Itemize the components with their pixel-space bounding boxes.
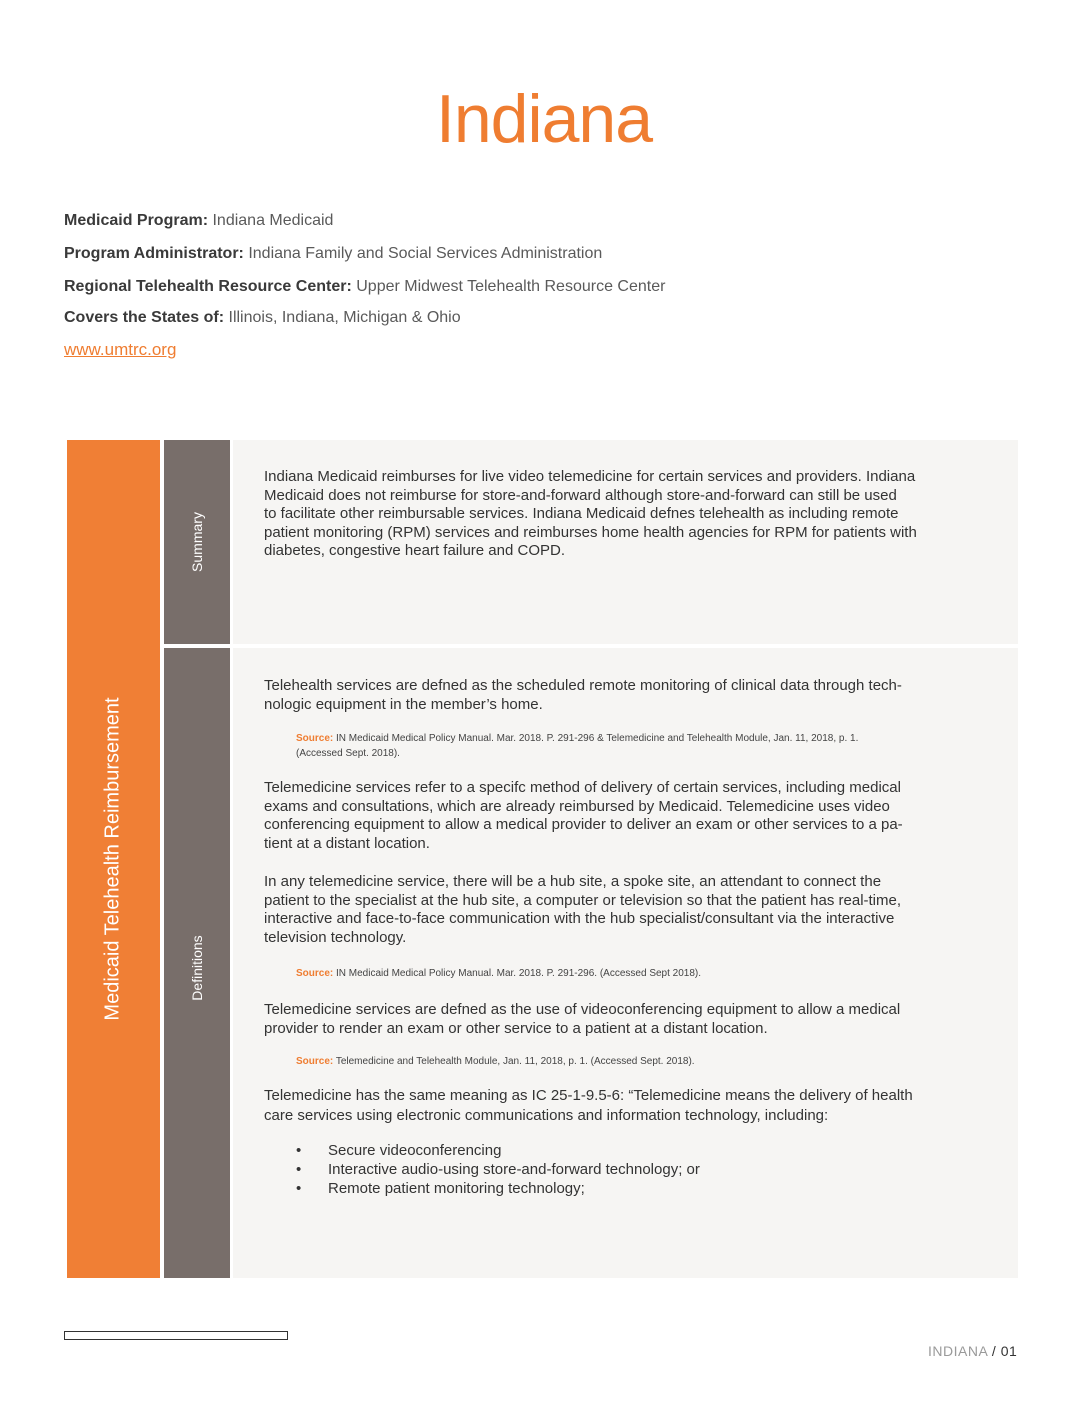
paragraph-line: patient to the specialist at the hub site, a computer or television so that the patient has real-time, <box>264 891 902 909</box>
rtrc-value: Upper Midwest Telehealth Resource Center <box>356 278 666 295</box>
source-label: Source: <box>296 733 334 744</box>
program-info <box>64 210 964 372</box>
paragraph-line: provider to render an exam or other service to a patient at a distant location. <box>264 1019 768 1037</box>
paragraph-line: exams and consultations, which are already reimbursed by Medicaid. Telemedicine uses video <box>264 797 890 815</box>
source-text: IN Medicaid Medical Policy Manual. Mar. 2018. P. 291-296 & Telemedicine and Telehealth Module, Jan. 11, 2018, p. 1. <box>333 733 859 744</box>
medicaid-program-row <box>64 210 964 243</box>
list-item-text: Interactive audio-using store-and-forward technology; or <box>328 1161 700 1178</box>
umtrc-link[interactable]: www.umtrc.org <box>64 340 177 359</box>
definition-paragraph-4 <box>264 1001 964 1038</box>
summary-line: patient monitoring (RPM) services and reimburses home health agencies for RPM for patients with <box>264 523 917 541</box>
program-administrator-value: Indiana Family and Social Services Administration <box>248 245 603 262</box>
source-text: IN Medicaid Medical Policy Manual. Mar. 2018. P. 291-296. (Accessed Sept 2018). <box>333 968 702 979</box>
definitions-tab-label: Definitions <box>189 935 205 1001</box>
page-title: Indiana <box>435 81 653 157</box>
bullet-icon: • <box>296 1161 302 1178</box>
medicaid-program-value: Indiana Medicaid <box>212 212 334 229</box>
website-row <box>64 339 964 372</box>
source-text: (Accessed Sept. 2018). <box>296 748 400 759</box>
rtrc-row <box>64 276 964 307</box>
paragraph-line: Telemedicine services are defned as the use of videoconferencing equipment to allow a medical <box>264 1001 901 1018</box>
list-item <box>296 1179 700 1198</box>
definition-paragraph-5 <box>264 1086 964 1126</box>
source-citation-1 <box>296 731 976 761</box>
source-label: Source: <box>296 968 334 979</box>
covers-states-value: Illinois, Indiana, Michigan & Ohio <box>228 309 461 326</box>
section-sidebar-label: Medicaid Telehealth Reimbursement <box>101 697 124 1021</box>
definition-paragraph-3 <box>264 873 964 947</box>
covers-states-label: Covers the States of: <box>64 309 225 326</box>
paragraph-line: conferencing equipment to allow a medical provider to deliver an exam or other services to a pa- <box>264 816 903 833</box>
list-item-text: Remote patient monitoring technology; <box>328 1180 585 1197</box>
paragraph-line: tient at a distant location. <box>264 834 430 852</box>
footer-state: INDIANA <box>928 1343 988 1359</box>
program-administrator-row <box>64 243 964 276</box>
section-sidebar <box>67 440 160 1278</box>
definitions-tab <box>164 648 230 1278</box>
list-item-text: Secure videoconferencing <box>328 1142 502 1159</box>
paragraph-line: Telemedicine has the same meaning as IC 25-1-9.5-6: “Telemedicine means the delivery of health <box>264 1087 913 1104</box>
paragraph-line: In any telemedicine service, there will be a hub site, a spoke site, an attendant to connect the <box>264 873 882 890</box>
paragraph-line: interactive and face-to-face communication with the hub specialist/consultant via the interactive <box>264 910 895 927</box>
paragraph-line: Telemedicine services refer to a specifc method of delivery of certain services, including medical <box>264 779 901 796</box>
source-citation-2 <box>296 966 976 981</box>
summary-tab-label: Summary <box>189 512 205 572</box>
covers-states-row <box>64 307 964 339</box>
summary-line: to facilitate other reimbursable services. Indiana Medicaid defnes telehealth as including remote <box>264 505 899 522</box>
page-number: 01 <box>1000 1343 1018 1359</box>
summary-text <box>264 468 964 561</box>
medicaid-program-label: Medicaid Program: <box>64 212 209 229</box>
bullet-icon: • <box>296 1142 302 1159</box>
footnote-box <box>64 1331 288 1340</box>
paragraph-line: television technology. <box>264 928 407 946</box>
paragraph-line: Telehealth services are defned as the scheduled remote monitoring of clinical data through tech- <box>264 677 902 694</box>
source-citation-3 <box>296 1054 976 1069</box>
rtrc-label: Regional Telehealth Resource Center: <box>64 278 352 295</box>
source-text: Telemedicine and Telehealth Module, Jan. 11, 2018, p. 1. (Accessed Sept. 2018). <box>333 1056 695 1067</box>
footer-separator: / <box>987 1343 1001 1359</box>
summary-line: Indiana Medicaid reimburses for live video telemedicine for certain services and providers. Indiana <box>264 468 916 485</box>
source-label: Source: <box>296 1056 334 1067</box>
summary-line: diabetes, congestive heart failure and COPD. <box>264 542 566 559</box>
paragraph-line: care services using electronic communications and information technology, including: <box>264 1107 829 1124</box>
definition-paragraph-1 <box>264 677 964 714</box>
list-item <box>296 1160 700 1179</box>
bullet-icon: • <box>296 1180 302 1197</box>
definition-paragraph-2 <box>264 779 964 853</box>
telemedicine-bullet-list <box>296 1141 700 1198</box>
summary-tab <box>164 440 230 644</box>
paragraph-line: nologic equipment in the member’s home. <box>264 695 543 713</box>
list-item <box>296 1141 700 1160</box>
program-administrator-label: Program Administrator: <box>64 245 244 262</box>
page-footer <box>928 1343 1017 1359</box>
summary-line: Medicaid does not reimburse for store-and-forward although store-and-forward can still be used <box>264 486 897 504</box>
